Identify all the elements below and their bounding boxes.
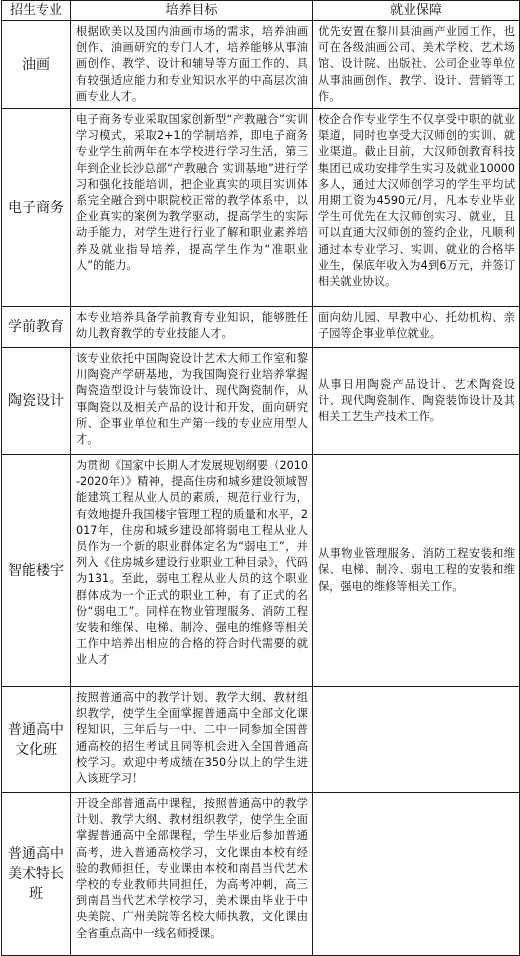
goal-cell: 按照普通高中的教学计划、教学大纲、教材组织教学，使学生全面掌握普通高中全部文化课程知识，三年后与一中、二中一同参加全国普通高校的招生考试且同等机会进入全国普通高校学习。欢迎中考成绩在350分以上的学生进入该班学习！ (71, 687, 313, 793)
major-cell: 普通高中文化班 (2, 687, 71, 793)
major-cell: 学前教育 (2, 307, 71, 348)
job-cell: 校企合作专业学生不仅享受中职的就业渠道，同时也享受大汉师创的实训、就业渠道。截止目前，大汉师创教育科技集团已成功安排学生实习及就业10000多人，通过大汉师创学习的学生平均试用期工资为4590元/月，凡本专业毕业学生可优先在大汉师创实习、就业，且可以直通大汉师创的签约企业，凡顺利通过本专业学习、实训、就业的合格毕业生，保底年收入为4到6万元，并签订相关就业协议。 (313, 109, 520, 307)
goal-cell: 根据欧美以及国内油画市场的需求，培养油画创作、油画研究的专门人才，培养能够从事油画创作、教学、设计和辅导等方面工作的、具有较强适应能力和专业知识水平的中高层次油画专业人才。 (71, 21, 313, 109)
table-header-row (2, 1, 520, 21)
table-row-smart-building (2, 455, 520, 687)
goal-cell: 电子商务专业采取国家创新型“产教融合”实训学习模式，采取2+1的学制培养，即电子商务专业学生前两年在本学校进行学习生活，第三年到企业长沙总部“产教融合 实训基地”进行学习和强化技能培训，把企业真实的项目实训体系完全融合到中职院校正常的教学体系中，以企业真实的案例为教学驱动，提高学生的实际动手能力，对学生进行行业了解和职业素养培养及就业指导培养，提高学生作为“准职业人”的能力。 (71, 109, 313, 307)
goal-cell: 该专业依托中国陶瓷设计艺术大师工作室和黎川陶瓷产学研基地，为我国陶瓷行业培养掌握陶瓷造型设计与装饰设计、现代陶瓷制作，从事陶瓷以及相关产品的设计和开发，面向研究所、企事业单位和生产第一线的专业应用型人才。 (71, 348, 313, 455)
enrollment-table-page (1, 0, 519, 956)
major-cell: 油画 (2, 21, 71, 109)
job-cell (313, 687, 520, 793)
goal-cell: 为贯彻《国家中长期人才发展规划纲要（2010-2020年）》精神，提高住房和城乡建设领域智能建筑工程从业人员的素质，规范行业行为，有效地提升我国楼宇管理工程的质量和水平，2017年，住房和城乡建设部将弱电工程从业人员作为一个新的职业群体定名为“弱电工”，并列入《住房城乡建设行业职业工种目录》，代码为131。至此，弱电工程从业人员的这个职业群体成为一个正式的职业工种，有了正式的名份“弱电工”。同样在物业管理服务、消防工程安装和维保、电梯、制冷、强电的维修等相关工作中培养出相应的合格的符合时代需要的就业人才 (71, 455, 313, 687)
header-job: 就业保障 (313, 1, 520, 21)
header-major: 招生专业 (2, 1, 71, 21)
job-cell (313, 793, 520, 956)
table-row-culture-class (2, 687, 520, 793)
major-cell: 普通高中美术特长班 (2, 793, 71, 956)
header-goal: 培养目标 (71, 1, 313, 21)
job-cell: 面向幼儿园、早教中心、托幼机构、亲子园等企事业单位就业。 (313, 307, 520, 348)
table-row-ceramics (2, 348, 520, 455)
job-cell: 从事物业管理服务、消防工程安装和维保、电梯、制冷、弱电工程的安装和维保，强电的维修等相关工作。 (313, 455, 520, 687)
table-row-preschool (2, 307, 520, 348)
table-row-oil-painting (2, 21, 520, 109)
table-row-art-class (2, 793, 520, 956)
goal-cell: 本专业培养具备学前教育专业知识，能够胜任幼儿教育教学的专业技能人才。 (71, 307, 313, 348)
major-cell: 陶瓷设计 (2, 348, 71, 455)
major-cell: 电子商务 (2, 109, 71, 307)
major-cell: 智能楼宇 (2, 455, 71, 687)
job-cell: 优先安置在黎川县油画产业园工作，也可在各级油画公司、美术学校、艺术场馆、设计院、出版社、公司企业等单位从事油画创作、教学、设计、营销等工作。 (313, 21, 520, 109)
table-row-e-commerce (2, 109, 520, 307)
enrollment-table (1, 0, 520, 956)
job-cell: 从事日用陶瓷产品设计、艺术陶瓷设计、现代陶瓷制作、陶瓷装饰设计及其相关工艺生产技术工作。 (313, 348, 520, 455)
goal-cell: 开设全部普通高中课程，按照普通高中的教学计划、教学大纲、教材组织教学，使学生全面掌握普通高中全部课程，学生毕业后参加普通高考，进入普通高校学习，文化课由本校有经验的教师担任，专业课由本校和南昌当代艺术学校的专业教师共同担任，为高考冲刺，高三到南昌当代艺术学校学习，美术课由毕业于中央美院、广州美院等名校大师执教，文化课由全省重点高中一线名师授课。 (71, 793, 313, 956)
